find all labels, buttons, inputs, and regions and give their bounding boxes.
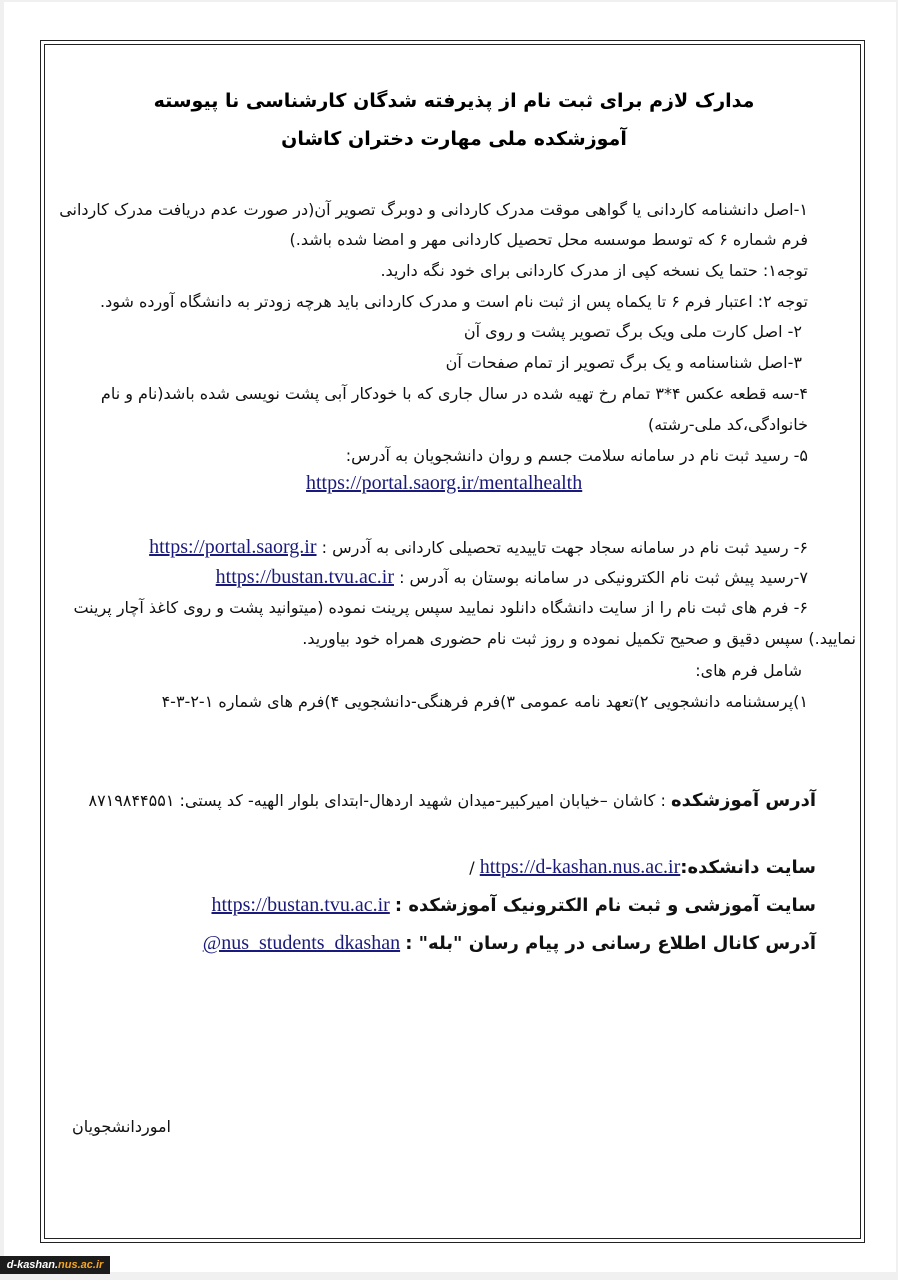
note-1: توجه۱: حتما یک نسخه کپی از مدرک کاردانی برای خود نگه دارید. [380, 261, 808, 280]
edu-site [212, 894, 817, 917]
item-7-text: ۷-رسید پیش ثبت نام الکترونیکی در سامانه بوستان به آدرس : [399, 568, 808, 587]
site-label: سایت دانشکده: [680, 857, 816, 878]
school-site [469, 856, 816, 879]
note-2: توجه ۲: اعتبار فرم ۶ تا یکماه پس از ثبت نام است و مدرک کاردانی باید هرچه زودتر به دانشگاه آورده شود. [100, 292, 808, 311]
item-1-line2: فرم شماره ۶ که توسط موسسه محل تحصیل کاردانی مهر و امضا شده باشد.) [289, 230, 808, 249]
address-text: : کاشان –خیابان امیرکبیر-میدان شهید اردهال-ابتدای بلوار الهیه- کد پستی: ۸۷۱۹۸۴۴۵۵۱ [88, 791, 671, 810]
school-site-link[interactable]: https://d-kashan.nus.ac.ir [479, 856, 681, 878]
item-8-line1: ۶- فرم های ثبت نام را از سایت دانشگاه دانلود نمایید سپس پرینت نموده (میتوانید پشت و روی کاغذ آچار پرینت [73, 598, 808, 617]
mentalhealth-link[interactable]: https://portal.saorg.ir/mentalhealth [306, 472, 583, 494]
item-2: ۲- اصل کارت ملی ویک برگ تصویر پشت و روی آن [463, 322, 802, 341]
edu-site-link[interactable]: https://bustan.tvu.ac.ir [211, 894, 390, 916]
item-8-line2: نمایید.) سپس دقیق و صحیح تکمیل نموده و روز ثبت نام حضوری همراه خود بیاورید. [302, 629, 856, 648]
badge-prefix: d-kashan. [6, 1259, 59, 1271]
sajad-link[interactable]: https://portal.saorg.ir [149, 536, 317, 558]
badge-suffix: nus.ac.ir [58, 1259, 104, 1271]
document-title-line1: مدارک لازم برای ثبت نام از پذیرفته شدگان کارشناسی نا پیوسته [153, 90, 755, 112]
item-1-line1: ۱-اصل دانشنامه کاردانی یا گواهی موقت مدرک کاردانی و دوبرگ تصویر آن(در صورت عدم دریافت مدرک کاردانی [59, 200, 808, 219]
item-4-line1: ۴-سه قطعه عکس ۴*۳ تمام رخ تهیه شده در سال جاری که با خودکار آبی پشت نویسی شده باشد(نام و نام [100, 384, 808, 403]
site-watermark-badge [0, 1256, 110, 1274]
item-6-text: ۶- رسید ثبت نام در سامانه سجاد جهت تاییدیه تحصیلی کاردانی به آدرس : [321, 538, 808, 557]
item-7 [216, 566, 808, 589]
channel-label: آدرس کانال اطلاع رسانی در پیام رسان "بله" : [405, 933, 816, 954]
site-suffix: / [469, 858, 475, 877]
document-content [44, 42, 864, 1242]
forms-list: ۱)پرسشنامه دانشجویی ۲)تعهد نامه عمومی ۳)فرم فرهنگی-دانشجویی ۴)فرم های شماره ۱-۲-۳-۴ [161, 692, 808, 711]
item-3: ۳-اصل شناسنامه و یک برگ تصویر از تمام صفحات آن [445, 353, 802, 372]
address-label: آدرس آموزشکده [670, 790, 816, 811]
document-page [4, 2, 896, 1272]
item-6 [149, 536, 808, 559]
item-4-line2: خانوادگی،کد ملی-رشته) [647, 415, 808, 434]
item-5: ۵- رسید ثبت نام در سامانه سلامت جسم و روان دانشجویان به آدرس: [345, 446, 808, 465]
edu-site-label: سایت آموزشی و ثبت نام الکترونیک آموزشکده : [394, 895, 816, 916]
bustan-link[interactable]: https://bustan.tvu.ac.ir [215, 566, 394, 588]
forms-heading: شامل فرم های: [695, 661, 802, 680]
channel-link[interactable]: @nus_students_dkashan [202, 932, 401, 954]
school-address [88, 790, 816, 811]
document-title-line2: آموزشکده ملی مهارت دختران کاشان [281, 128, 627, 150]
bale-channel [203, 932, 816, 955]
signature-student-affairs: امورد‌انشجویان [72, 1117, 171, 1136]
